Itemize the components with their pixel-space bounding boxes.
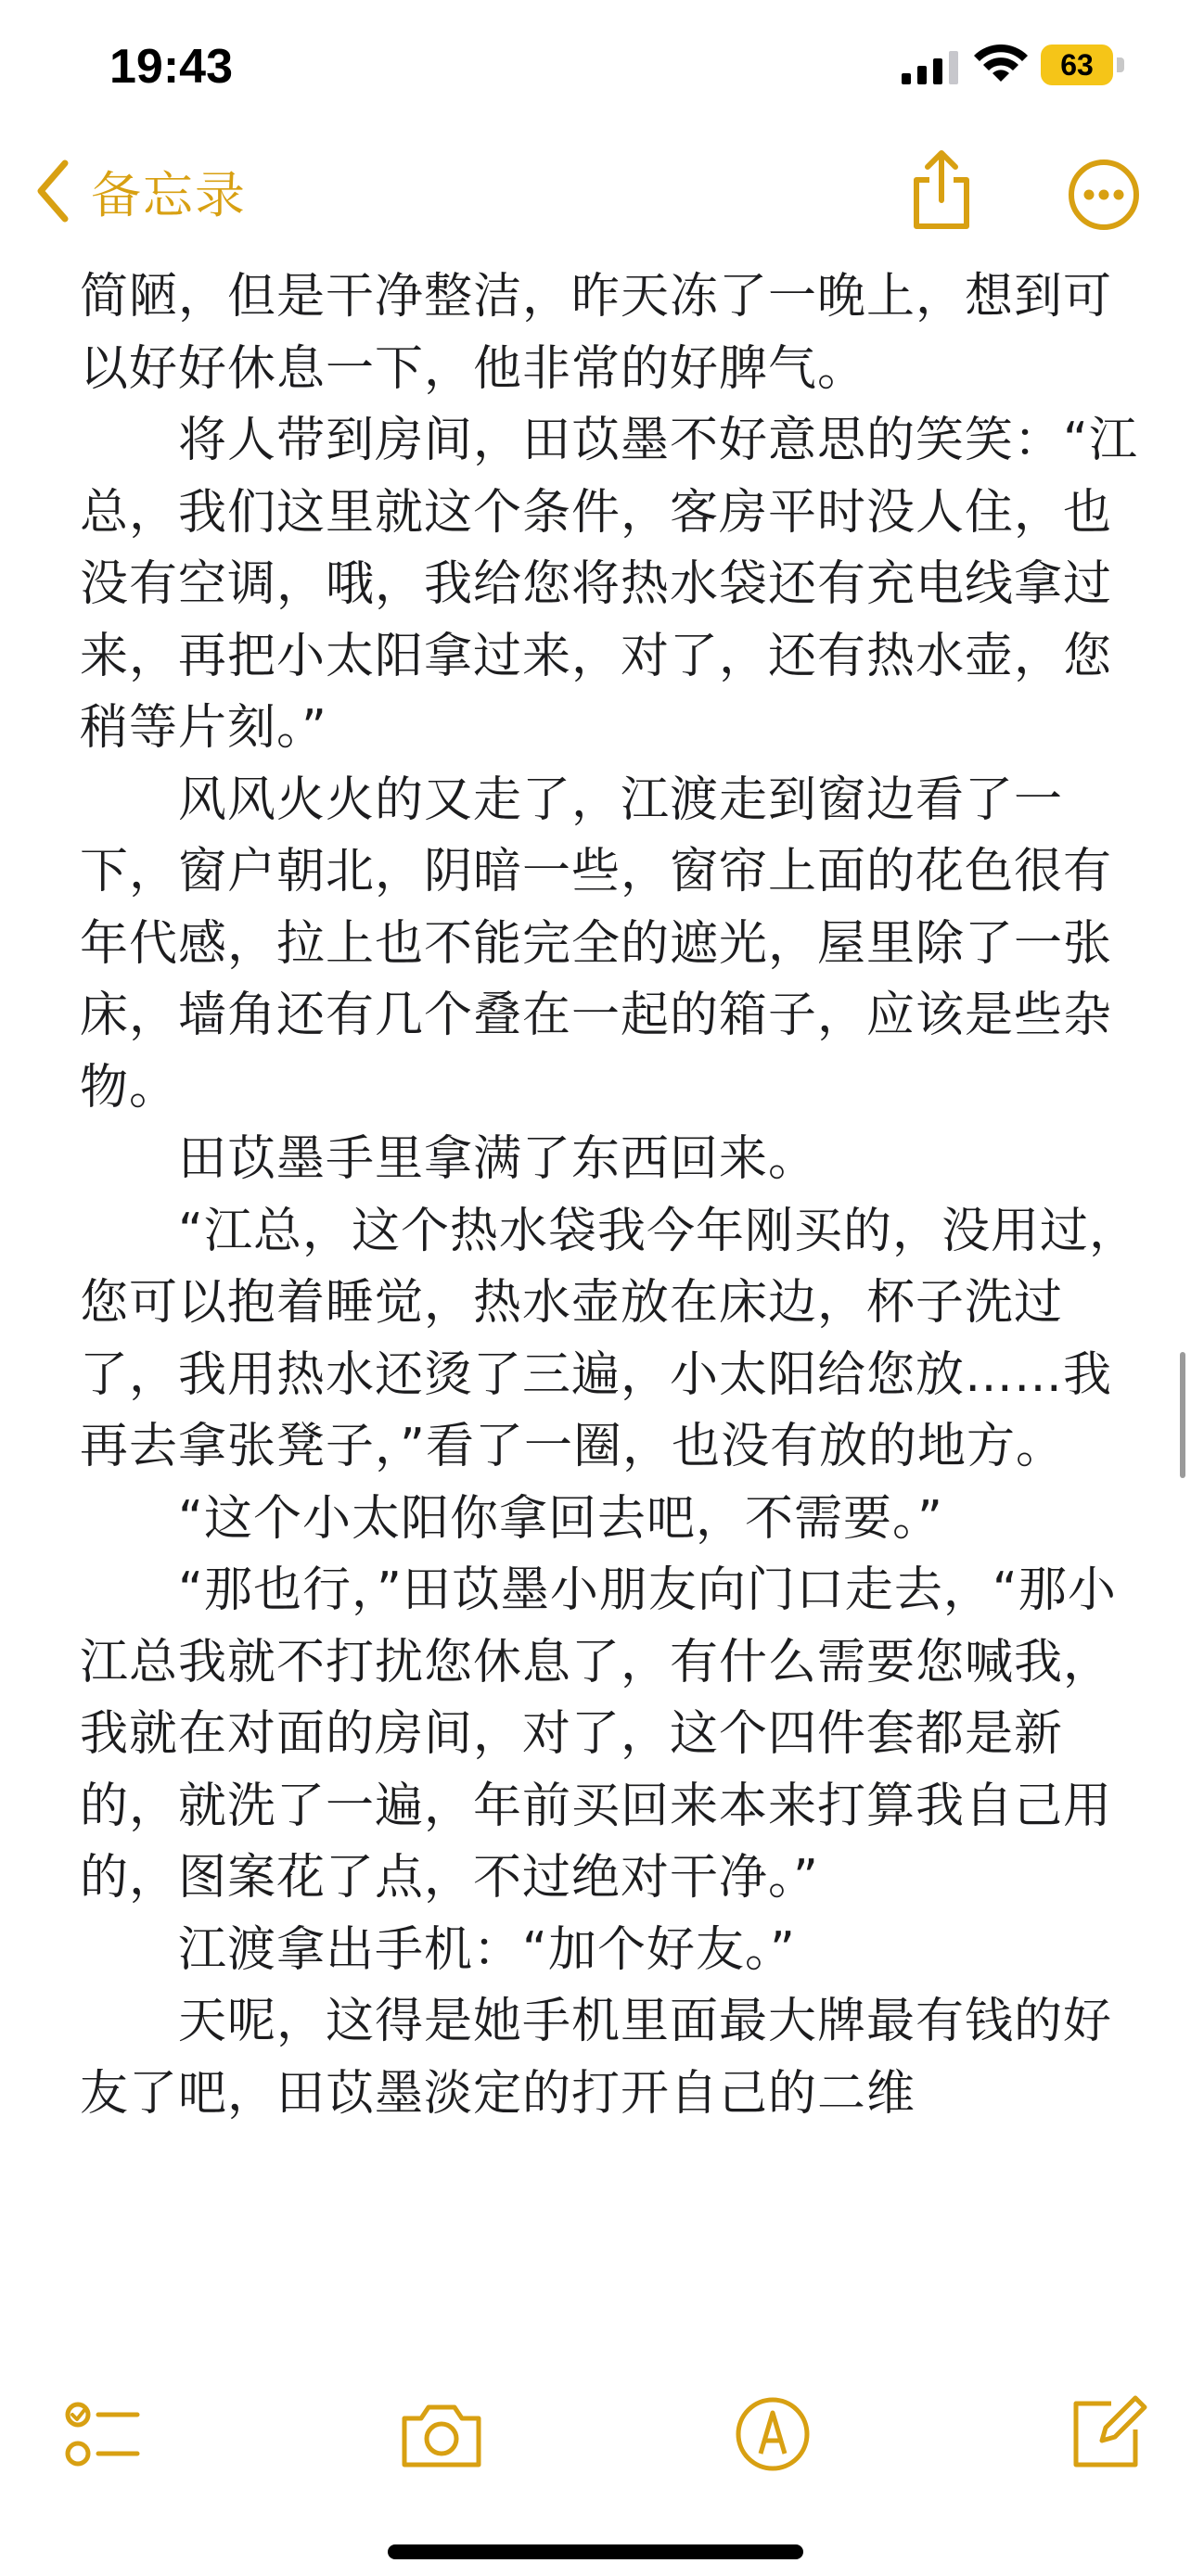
- battery-level: 63: [1060, 48, 1094, 82]
- scroll-indicator[interactable]: [1180, 1352, 1185, 1478]
- back-button-label: 备忘录: [91, 165, 247, 224]
- battery-indicator: [1041, 45, 1126, 85]
- camera-icon[interactable]: [397, 2392, 486, 2476]
- wifi-icon: [974, 45, 1028, 85]
- note-paragraph: 风风火火的又走了，江渡走到窗边看了一下，窗户朝北，阴暗一些，窗帘上面的花色很有年代感，拉上也不能完全的遮光，屋里除了一张床，墙角还有几个叠在一起的箱子，应该是些杂物。: [80, 772, 1113, 1116]
- note-body[interactable]: [80, 261, 1146, 2130]
- chevron-left-icon: [33, 158, 74, 224]
- status-time: 19:43: [109, 40, 233, 94]
- back-button[interactable]: [33, 158, 247, 224]
- cellular-signal-icon: [902, 51, 959, 84]
- note-paragraph: 江渡拿出手机：“加个好友。”: [80, 1921, 796, 1978]
- note-paragraph: “那也行，”田苡墨小朋友向门口走去，“那小江总我就不打扰您休息了，有什么需要您喊我，我就在对面的房间，对了，这个四件套都是新的，就洗了一遍，年前买回来本来打算我自己用的，图案花了点，不过绝对干净。”: [80, 1562, 1117, 1906]
- note-paragraph: “江总，这个热水袋我今年刚买的，没用过，您可以抱着睡觉，热水壶放在床边，杯子洗过了，我用热水还烫了三遍，小太阳给您放……我再去拿张凳子，”看了一圈，也没有放的地方。: [80, 1203, 1138, 1474]
- note-paragraph: 田苡墨手里拿满了东西回来。: [80, 1131, 818, 1187]
- status-bar: [0, 0, 1191, 139]
- home-indicator[interactable]: [388, 2544, 803, 2559]
- ellipsis-circle-icon[interactable]: [1067, 158, 1141, 232]
- note-paragraph: 简陋，但是干净整洁，昨天冻了一晚上，想到可以好好休息一下，他非常的好脾气。: [80, 269, 1113, 397]
- note-paragraph: “这个小太阳你拿回去吧，不需要。”: [80, 1490, 943, 1547]
- battery-cap: [1117, 57, 1124, 72]
- note-paragraph: 将人带到房间，田苡墨不好意思的笑笑：“江总，我们这里就这个条件，客房平时没人住，也没有空调，哦，我给您将热水袋还有充电线拿过来，再把小太阳拿过来，对了，还有热水壶，您稍等片刻。”: [80, 413, 1138, 756]
- checklist-icon[interactable]: [61, 2392, 145, 2476]
- note-paragraph: 天呢，这得是她手机里面最大牌最有钱的好友了吧，田苡墨淡定的打开自己的二维: [80, 1994, 1113, 2122]
- share-icon[interactable]: [909, 148, 974, 232]
- markup-pen-icon[interactable]: [731, 2392, 814, 2476]
- compose-icon[interactable]: [1065, 2391, 1148, 2474]
